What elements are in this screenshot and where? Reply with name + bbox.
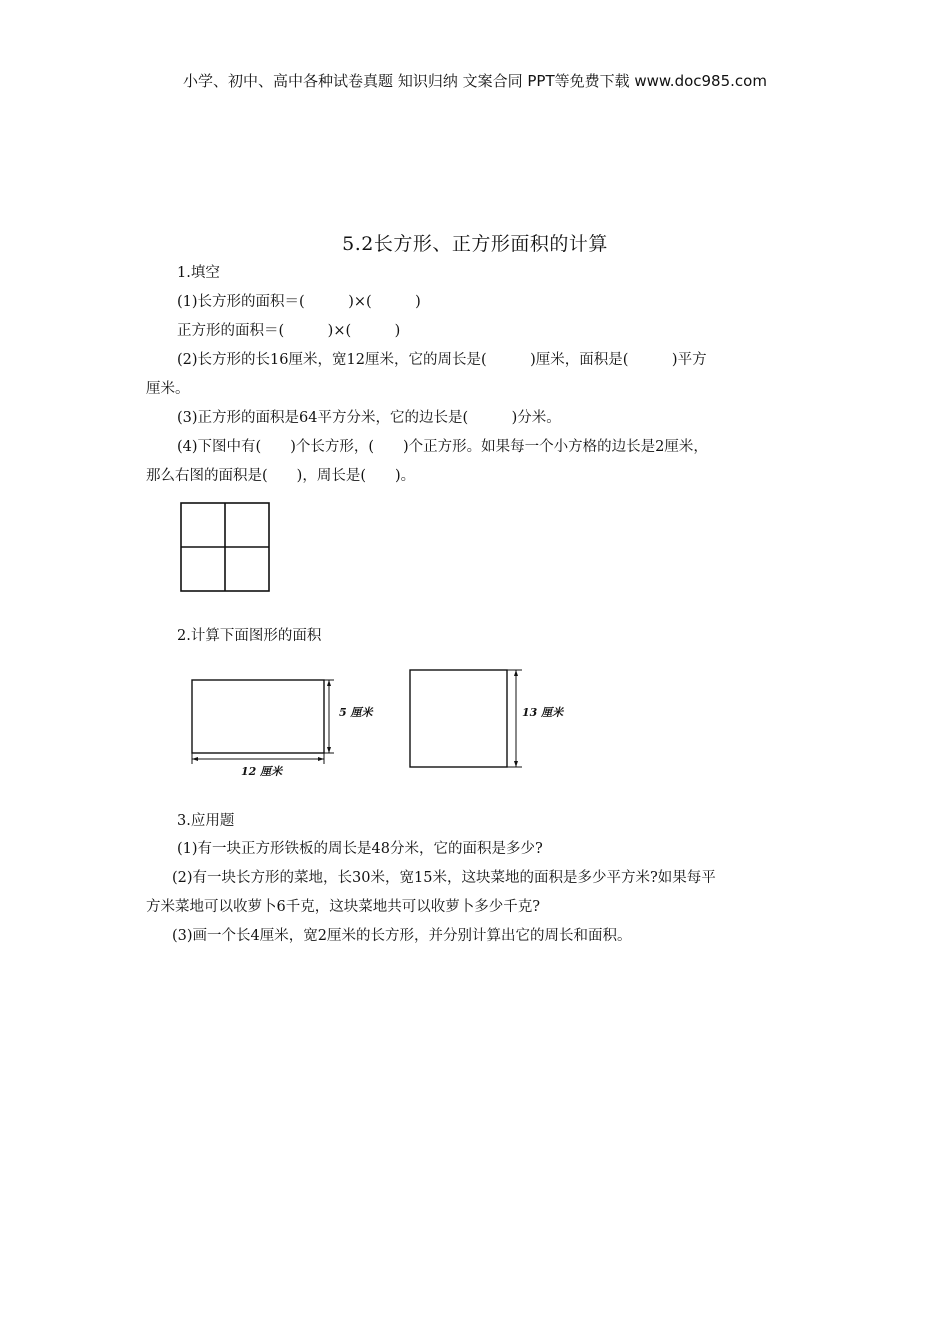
- q2-line2: 厘米。: [146, 381, 190, 397]
- rect-width-label: 12 厘米: [241, 765, 283, 778]
- q1-rectangle-area-formula: (1)长方形的面积＝( )×( ): [177, 294, 421, 310]
- page-title: 5.2长方形、正方形面积的计算: [342, 233, 608, 255]
- section1-heading: 1.填空: [177, 265, 220, 281]
- q2-line1: (2)长方形的长16厘米，宽12厘米，它的周长是( )厘米，面积是( )平方: [177, 352, 707, 368]
- rectangle-figure: [188, 676, 388, 786]
- q4-line1: (4)下图中有( )个长方形，( )个正方形。如果每一个小方格的边长是2厘米，: [177, 439, 708, 455]
- q3-line: (3)正方形的面积是64平方分米，它的边长是( )分米。: [177, 410, 561, 426]
- app-q2-line1: (2)有一块长方形的菜地，长30米，宽15米，这块菜地的面积是多少平方米?如果每平: [172, 870, 716, 886]
- q4-line2: 那么右图的面积是( )，周长是( )。: [146, 468, 416, 484]
- q1-square-area-formula: 正方形的面积＝( )×( ): [177, 323, 401, 339]
- app-q1: (1)有一块正方形铁板的周长是48分米，它的面积是多少?: [177, 841, 543, 857]
- section3-heading: 3.应用题: [177, 813, 235, 829]
- square-side-label: 13 厘米: [522, 706, 564, 719]
- site-banner: 小学、初中、高中各种试卷真题 知识归纳 文案合同 PPT等免费下载 www.doc985.com: [183, 72, 767, 90]
- rect-height-label: 5 厘米: [339, 706, 373, 719]
- section2-heading: 2.计算下面图形的面积: [177, 628, 322, 644]
- app-q2-line2: 方米菜地可以收萝卜6千克，这块菜地共可以收萝卜多少千克?: [146, 899, 540, 915]
- app-q3: (3)画一个长4厘米，宽2厘米的长方形，并分别计算出它的周长和面积。: [172, 928, 632, 944]
- square-figure: [406, 666, 536, 776]
- grid-figure: [180, 502, 270, 592]
